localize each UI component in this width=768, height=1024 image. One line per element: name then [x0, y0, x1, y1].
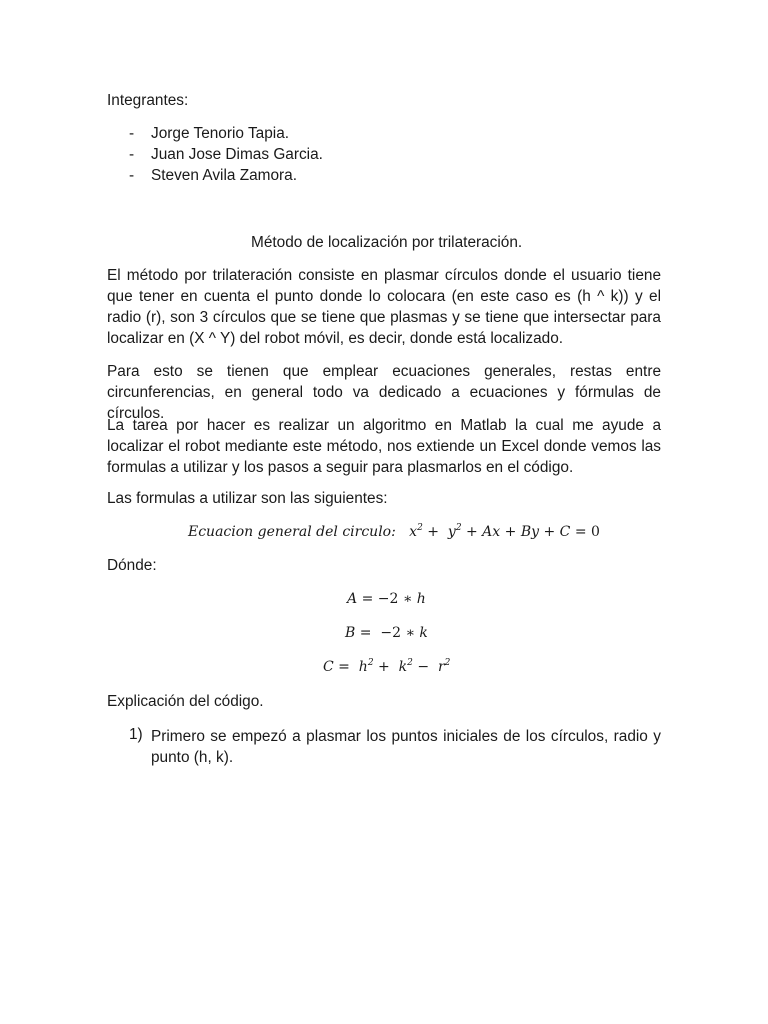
list-item: Jorge Tenorio Tapia.	[151, 125, 290, 142]
paragraph-intro: El método por trilateración consiste en plasmar círculos donde el usuario tiene que tener en cuenta el punto donde lo colocara (en este caso es (h ^ k)) y el radio (r), son 3 círculos que se tiene que plasmas y se tiene que intersectar para localizar en (X ^ Y) del robot móvil, es decir, donde está localizado.	[107, 267, 661, 347]
list-bullet: -	[129, 125, 135, 142]
equation-b: B = −2 ∗ k	[345, 625, 428, 641]
list-bullet: -	[129, 167, 135, 184]
donde-label: Dónde:	[107, 557, 157, 574]
equation-general: Ecuacion general del circulo: $x^2 + y^2 + Ax + By + C = 0$	[188, 523, 600, 540]
equation-a: A = −2 ∗ h	[347, 591, 426, 607]
equation-c: $C = h^2 + k^2 - r^2$	[323, 658, 451, 675]
paragraph-task: La tarea por hacer es realizar un algoritmo en Matlab la cual me ayude a localizar el robot mediante este método, nos extiende un Excel donde vemos las formulas a utilizar y los pasos a seguir para plasmarlos en el código.	[107, 417, 661, 476]
step-text: Primero se empezó a plasmar los puntos iniciales de los círculos, radio y punto (h, k).	[151, 728, 661, 766]
equation-rhs: = 0	[574, 524, 600, 540]
paragraph-formulas: Las formulas a utilizar son las siguientes:	[107, 490, 388, 507]
list-bullet: -	[129, 146, 135, 163]
step-number: 1)	[129, 726, 143, 743]
page-title: Método de localización por trilateración.	[251, 234, 523, 251]
equation-label: Ecuacion general del circulo:	[188, 524, 396, 540]
members-heading: Integrantes:	[107, 92, 189, 109]
paragraph-method: Para esto se tienen que emplear ecuaciones generales, restas entre circunferencias, en general todo va dedicado a ecuaciones y fórmulas de círculos.	[107, 363, 661, 422]
list-item: Steven Avila Zamora.	[151, 167, 297, 184]
explicacion-heading: Explicación del código.	[107, 693, 264, 710]
list-item: Juan Jose Dimas Garcia.	[151, 146, 323, 163]
